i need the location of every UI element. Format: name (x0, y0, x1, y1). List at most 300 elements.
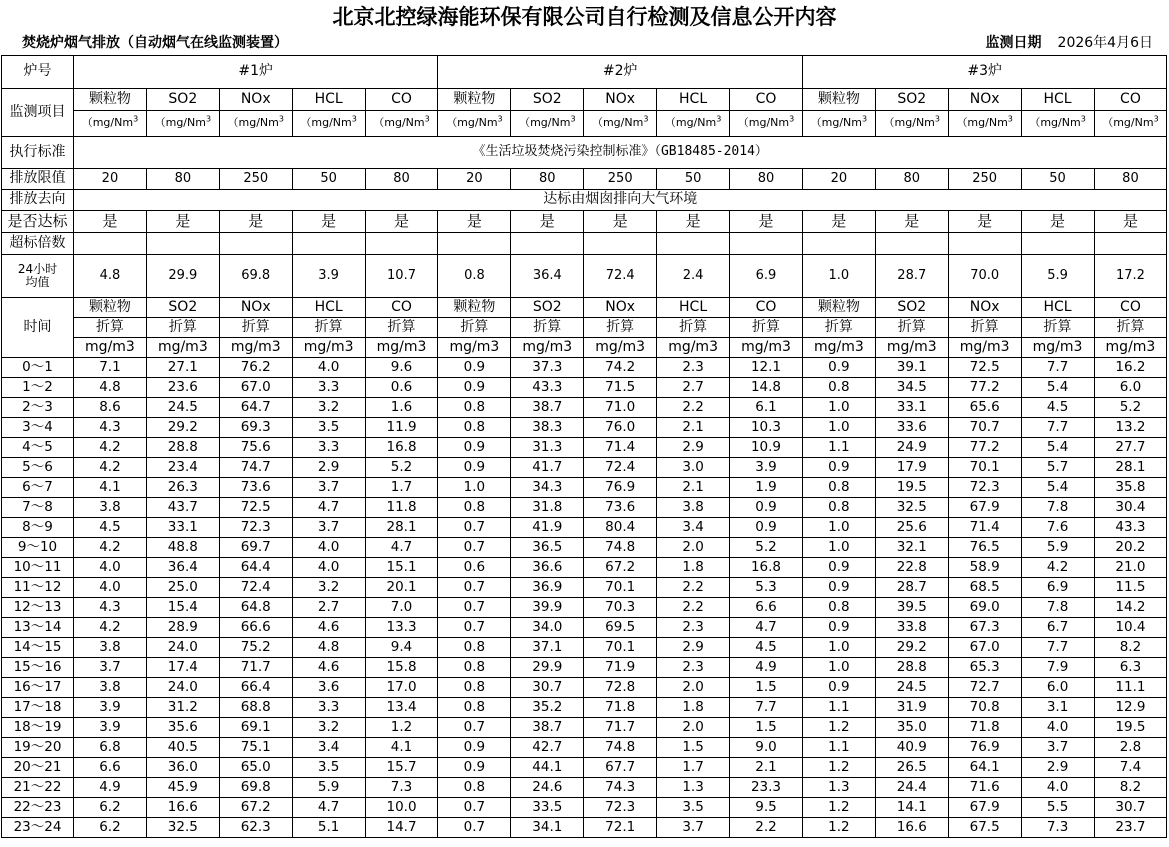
hourly-value: 67.2 (219, 798, 292, 818)
limit-value: 80 (146, 169, 219, 190)
unit-label (875, 111, 948, 137)
hourly-value: 19.5 (1094, 718, 1167, 738)
table-row (2, 618, 1167, 638)
table-row (2, 538, 1167, 558)
hourly-value: 9.4 (365, 638, 438, 658)
table-row (2, 818, 1167, 838)
hourly-value: 0.8 (802, 378, 875, 398)
hourly-value: 64.7 (219, 398, 292, 418)
hourly-value: 0.9 (438, 758, 511, 778)
hourly-value: 0.7 (438, 618, 511, 638)
hourly-value: 37.3 (511, 358, 584, 378)
hourly-value: 5.5 (1021, 798, 1094, 818)
hourly-value: 27.1 (146, 358, 219, 378)
hour-range: 15～16 (2, 658, 74, 678)
furnace-label: 炉号 (2, 56, 74, 89)
exceed-value (730, 233, 803, 255)
hourly-value: 11.9 (365, 418, 438, 438)
hourly-value: 8.6 (74, 398, 147, 418)
limit-value: 250 (948, 169, 1021, 190)
hourly-value: 2.1 (730, 758, 803, 778)
hourly-value: 1.2 (802, 798, 875, 818)
hourly-value: 0.9 (730, 518, 803, 538)
hourly-value: 6.6 (74, 758, 147, 778)
hourly-value: 3.1 (1021, 698, 1094, 718)
hour-range: 5～6 (2, 458, 74, 478)
hourly-value: 4.7 (292, 798, 365, 818)
hourly-value: 0.7 (438, 598, 511, 618)
hourly-pollutant-name: HCL (1021, 298, 1094, 318)
table-row (2, 638, 1167, 658)
pollutant-name: HCL (1021, 89, 1094, 111)
hourly-value: 10.0 (365, 798, 438, 818)
hourly-pollutant-name: SO2 (511, 298, 584, 318)
hourly-value: 21.0 (1094, 558, 1167, 578)
compliant-value: 是 (74, 211, 147, 233)
unit-label (730, 111, 803, 137)
hourly-value: 72.8 (584, 678, 657, 698)
hourly-pollutant-name: 颗粒物 (802, 298, 875, 318)
hourly-value: 3.8 (74, 638, 147, 658)
hourly-pollutant-name: NOx (584, 298, 657, 318)
hourly-value: 1.0 (802, 398, 875, 418)
hourly-value: 33.5 (511, 798, 584, 818)
hourly-value: 0.8 (438, 638, 511, 658)
hourly-value: 3.9 (74, 698, 147, 718)
hourly-value: 71.7 (584, 718, 657, 738)
hourly-value: 2.1 (657, 478, 730, 498)
exceed-value (1094, 233, 1167, 255)
hourly-value: 3.5 (292, 418, 365, 438)
hourly-value: 1.6 (365, 398, 438, 418)
hourly-value: 34.3 (511, 478, 584, 498)
hourly-value: 2.9 (657, 438, 730, 458)
hourly-value: 69.1 (219, 718, 292, 738)
pollutant-name: CO (730, 89, 803, 111)
hourly-value: 31.9 (875, 698, 948, 718)
hourly-value: 34.5 (875, 378, 948, 398)
compliant-value: 是 (219, 211, 292, 233)
hourly-value: 17.0 (365, 678, 438, 698)
hourly-value: 32.5 (146, 818, 219, 838)
hourly-value: 32.5 (875, 498, 948, 518)
pollutant-name: NOx (219, 89, 292, 111)
hourly-value: 7.6 (1021, 518, 1094, 538)
limit-value: 20 (438, 169, 511, 190)
hourly-value: 28.1 (1094, 458, 1167, 478)
unit-sup: 3 (570, 114, 576, 124)
hourly-value: 16.6 (875, 818, 948, 838)
table-row (2, 778, 1167, 798)
average-value: 4.8 (74, 255, 147, 298)
hourly-value: 0.9 (802, 458, 875, 478)
unit-sup: 3 (862, 114, 868, 124)
hourly-value: 7.0 (365, 598, 438, 618)
hourly-value: 4.0 (292, 358, 365, 378)
hourly-value: 2.0 (657, 538, 730, 558)
converted-label: 折算 (948, 318, 1021, 338)
hourly-pollutant-name: CO (365, 298, 438, 318)
average-value: 10.7 (365, 255, 438, 298)
hourly-value: 24.6 (511, 778, 584, 798)
hourly-value: 3.5 (292, 758, 365, 778)
hourly-value: 39.1 (875, 358, 948, 378)
hourly-value: 9.0 (730, 738, 803, 758)
hourly-value: 1.1 (802, 738, 875, 758)
hourly-value: 3.9 (74, 718, 147, 738)
hourly-value: 5.2 (365, 458, 438, 478)
hourly-value: 39.5 (875, 598, 948, 618)
converted-label: 折算 (219, 318, 292, 338)
hourly-value: 8.2 (1094, 778, 1167, 798)
hourly-value: 70.8 (948, 698, 1021, 718)
unit-label (511, 111, 584, 137)
hourly-value: 67.3 (948, 618, 1021, 638)
destination-row (2, 190, 1167, 211)
hourly-value: 74.3 (584, 778, 657, 798)
hourly-value: 76.5 (948, 538, 1021, 558)
hourly-value: 3.8 (74, 498, 147, 518)
furnace-2-header: #2炉 (438, 56, 802, 89)
unit-sup: 3 (424, 114, 430, 124)
hour-range: 13～14 (2, 618, 74, 638)
converted-label: 折算 (365, 318, 438, 338)
hourly-value: 35.8 (1094, 478, 1167, 498)
limit-value: 80 (1094, 169, 1167, 190)
hourly-value: 27.7 (1094, 438, 1167, 458)
hourly-value: 67.0 (219, 378, 292, 398)
converted-label: 折算 (584, 318, 657, 338)
hourly-value: 16.8 (365, 438, 438, 458)
hourly-value: 74.8 (584, 738, 657, 758)
compliant-value: 是 (802, 211, 875, 233)
hourly-value: 41.7 (511, 458, 584, 478)
hourly-value: 4.2 (74, 538, 147, 558)
unit-sup: 3 (789, 114, 795, 124)
average-label-line2: 均值 (25, 275, 50, 289)
hourly-value: 0.7 (438, 718, 511, 738)
hourly-pollutant-name: SO2 (875, 298, 948, 318)
hourly-value: 28.9 (146, 618, 219, 638)
hourly-pollutant-name: NOx (948, 298, 1021, 318)
average-value: 72.4 (584, 255, 657, 298)
hourly-value: 3.6 (292, 678, 365, 698)
unit-prefix: （mg/Nm (81, 116, 134, 130)
hourly-value: 4.7 (292, 498, 365, 518)
exceed-value (802, 233, 875, 255)
hourly-value: 77.2 (948, 378, 1021, 398)
hourly-value: 7.1 (74, 358, 147, 378)
pollutant-name: CO (1094, 89, 1167, 111)
hour-range: 1～2 (2, 378, 74, 398)
hourly-value: 3.3 (292, 438, 365, 458)
hourly-value: 71.4 (948, 518, 1021, 538)
hourly-value: 66.6 (219, 618, 292, 638)
unit-prefix: （mg/Nm (591, 116, 644, 130)
unit-label-2: mg/m3 (875, 338, 948, 358)
hourly-value: 4.2 (74, 618, 147, 638)
exceed-value (948, 233, 1021, 255)
hourly-value: 31.8 (511, 498, 584, 518)
hourly-value: 0.9 (730, 498, 803, 518)
hourly-value: 0.8 (438, 398, 511, 418)
hourly-value: 76.0 (584, 418, 657, 438)
unit-label-2: mg/m3 (146, 338, 219, 358)
hourly-value: 1.7 (365, 478, 438, 498)
unit-prefix: （mg/Nm (300, 116, 352, 130)
hourly-value: 1.5 (730, 678, 803, 698)
hourly-value: 72.3 (219, 518, 292, 538)
limit-value: 80 (365, 169, 438, 190)
hourly-value: 14.7 (365, 818, 438, 838)
hourly-value: 69.0 (948, 598, 1021, 618)
unit-sup: 3 (1007, 114, 1013, 124)
date-label: 监测日期 (985, 35, 1042, 51)
table-row (2, 358, 1167, 378)
hourly-value: 15.7 (365, 758, 438, 778)
hourly-value: 3.4 (657, 518, 730, 538)
hourly-value: 0.7 (438, 798, 511, 818)
hourly-value: 35.6 (146, 718, 219, 738)
hourly-value: 33.8 (875, 618, 948, 638)
hourly-value: 0.9 (438, 458, 511, 478)
hourly-value: 14.1 (875, 798, 948, 818)
hourly-value: 3.7 (74, 658, 147, 678)
hourly-value: 72.5 (219, 498, 292, 518)
exceed-value (219, 233, 292, 255)
hourly-value: 4.0 (292, 558, 365, 578)
hourly-value: 4.0 (74, 578, 147, 598)
limit-value: 50 (1021, 169, 1094, 190)
hourly-value: 62.3 (219, 818, 292, 838)
average-row (2, 255, 1167, 298)
hourly-value: 36.5 (511, 538, 584, 558)
unit-label-2: mg/m3 (657, 338, 730, 358)
hourly-value: 15.8 (365, 658, 438, 678)
hourly-value: 1.7 (657, 758, 730, 778)
unit-prefix: （mg/Nm (519, 116, 571, 130)
hourly-value: 26.5 (875, 758, 948, 778)
pollutant-name: CO (365, 89, 438, 111)
hourly-value: 10.3 (730, 418, 803, 438)
hourly-value: 2.3 (657, 658, 730, 678)
hourly-value: 2.3 (657, 358, 730, 378)
hourly-value: 20.2 (1094, 538, 1167, 558)
hourly-value: 76.9 (948, 738, 1021, 758)
unit-label (438, 111, 511, 137)
hourly-value: 38.3 (511, 418, 584, 438)
unit-label-2: mg/m3 (511, 338, 584, 358)
hourly-value: 4.7 (730, 618, 803, 638)
standard-label: 执行标准 (2, 137, 74, 169)
hourly-value: 69.3 (219, 418, 292, 438)
hourly-value: 15.1 (365, 558, 438, 578)
table-row (2, 658, 1167, 678)
hourly-value: 1.0 (802, 658, 875, 678)
unit-label (584, 111, 657, 137)
table-row (2, 378, 1167, 398)
hourly-value: 4.0 (1021, 718, 1094, 738)
unit-prefix: （mg/Nm (956, 116, 1008, 130)
hourly-value: 64.1 (948, 758, 1021, 778)
table-row (2, 798, 1167, 818)
hourly-value: 4.5 (1021, 398, 1094, 418)
hourly-value: 25.6 (875, 518, 948, 538)
hourly-value: 0.8 (438, 678, 511, 698)
hourly-value: 64.8 (219, 598, 292, 618)
hourly-pollutant-name: 颗粒物 (438, 298, 511, 318)
converted-label: 折算 (511, 318, 584, 338)
hourly-value: 13.4 (365, 698, 438, 718)
hourly-value: 24.4 (875, 778, 948, 798)
table-row (2, 698, 1167, 718)
hourly-value: 0.8 (438, 418, 511, 438)
pollutant-name: HCL (657, 89, 730, 111)
compliant-value: 是 (948, 211, 1021, 233)
hourly-value: 4.1 (365, 738, 438, 758)
converted-label: 折算 (657, 318, 730, 338)
hourly-value: 4.3 (74, 418, 147, 438)
hourly-value: 16.2 (1094, 358, 1167, 378)
hourly-value: 0.9 (438, 378, 511, 398)
unit-prefix: （mg/Nm (1029, 116, 1081, 130)
hourly-value: 65.6 (948, 398, 1021, 418)
average-value: 69.8 (219, 255, 292, 298)
hourly-value: 20.1 (365, 578, 438, 598)
hourly-pollutant-name: SO2 (146, 298, 219, 318)
hourly-value: 40.5 (146, 738, 219, 758)
hourly-value: 23.3 (730, 778, 803, 798)
unit-label-2: mg/m3 (438, 338, 511, 358)
unit-label (1094, 111, 1167, 137)
compliant-value: 是 (584, 211, 657, 233)
pollutant-name: NOx (584, 89, 657, 111)
hourly-value: 0.7 (438, 538, 511, 558)
hourly-value: 4.9 (74, 778, 147, 798)
hourly-value: 5.3 (730, 578, 803, 598)
hourly-pollutant-name: 颗粒物 (74, 298, 147, 318)
hour-range: 16～17 (2, 678, 74, 698)
hourly-header-row-3 (2, 338, 1167, 358)
unit-prefix: （mg/Nm (810, 116, 863, 130)
hourly-value: 66.4 (219, 678, 292, 698)
hourly-value: 36.0 (146, 758, 219, 778)
table-row (2, 398, 1167, 418)
hourly-value: 0.6 (438, 558, 511, 578)
hourly-value: 74.2 (584, 358, 657, 378)
limit-value: 250 (584, 169, 657, 190)
average-label-line1: 24小时 (17, 261, 58, 276)
hourly-value: 2.7 (657, 378, 730, 398)
hourly-value: 0.9 (802, 618, 875, 638)
hour-range: 14～15 (2, 638, 74, 658)
hourly-value: 13.3 (365, 618, 438, 638)
hourly-value: 25.0 (146, 578, 219, 598)
hourly-value: 3.2 (292, 578, 365, 598)
hourly-value: 67.0 (948, 638, 1021, 658)
hour-range: 20～21 (2, 758, 74, 778)
hourly-value: 4.8 (74, 378, 147, 398)
hourly-value: 5.9 (292, 778, 365, 798)
limit-value: 250 (219, 169, 292, 190)
hourly-value: 2.9 (1021, 758, 1094, 778)
hourly-value: 4.8 (292, 638, 365, 658)
hourly-value: 4.0 (292, 538, 365, 558)
hourly-value: 70.3 (584, 598, 657, 618)
table-row (2, 478, 1167, 498)
hourly-value: 28.1 (365, 518, 438, 538)
exceed-value (438, 233, 511, 255)
hourly-value: 5.4 (1021, 378, 1094, 398)
hourly-value: 0.7 (438, 578, 511, 598)
hourly-value: 35.2 (511, 698, 584, 718)
exceed-row (2, 233, 1167, 255)
limit-value: 50 (292, 169, 365, 190)
hourly-value: 9.6 (365, 358, 438, 378)
hourly-value: 71.7 (219, 658, 292, 678)
unit-sup: 3 (1153, 114, 1159, 124)
hourly-value: 67.5 (948, 818, 1021, 838)
compliant-value: 是 (438, 211, 511, 233)
hourly-value: 13.2 (1094, 418, 1167, 438)
hour-range: 12～13 (2, 598, 74, 618)
hourly-value: 67.7 (584, 758, 657, 778)
table-row (2, 558, 1167, 578)
hourly-value: 6.9 (1021, 578, 1094, 598)
limit-value: 50 (657, 169, 730, 190)
average-value: 2.4 (657, 255, 730, 298)
hourly-value: 1.0 (802, 638, 875, 658)
hourly-value: 24.5 (875, 678, 948, 698)
compliant-row (2, 211, 1167, 233)
hourly-value: 15.4 (146, 598, 219, 618)
unit-label-2: mg/m3 (730, 338, 803, 358)
hourly-value: 6.0 (1021, 678, 1094, 698)
limit-row (2, 169, 1167, 190)
hourly-value: 7.8 (1021, 498, 1094, 518)
hourly-value: 5.2 (1094, 398, 1167, 418)
hourly-value: 0.9 (438, 738, 511, 758)
hourly-value: 7.7 (730, 698, 803, 718)
hourly-value: 12.1 (730, 358, 803, 378)
monitoring-date (986, 32, 1153, 54)
hour-range: 18～19 (2, 718, 74, 738)
hourly-value: 33.1 (875, 398, 948, 418)
hourly-value: 43.3 (1094, 518, 1167, 538)
hourly-value: 26.3 (146, 478, 219, 498)
hourly-value: 8.2 (1094, 638, 1167, 658)
unit-prefix: （mg/Nm (373, 116, 425, 130)
exceed-value (657, 233, 730, 255)
hourly-value: 2.9 (292, 458, 365, 478)
average-value: 28.7 (875, 255, 948, 298)
hourly-value: 1.9 (730, 478, 803, 498)
exceed-value (584, 233, 657, 255)
table-row (2, 738, 1167, 758)
hour-range: 6～7 (2, 478, 74, 498)
average-value: 29.9 (146, 255, 219, 298)
hourly-value: 7.7 (1021, 418, 1094, 438)
hourly-value: 11.1 (1094, 678, 1167, 698)
hourly-value: 0.9 (438, 438, 511, 458)
hourly-value: 23.4 (146, 458, 219, 478)
hourly-value: 71.4 (584, 438, 657, 458)
table-row (2, 678, 1167, 698)
hourly-value: 29.2 (146, 418, 219, 438)
hourly-value: 3.3 (292, 378, 365, 398)
table-row (2, 438, 1167, 458)
table-row (2, 758, 1167, 778)
